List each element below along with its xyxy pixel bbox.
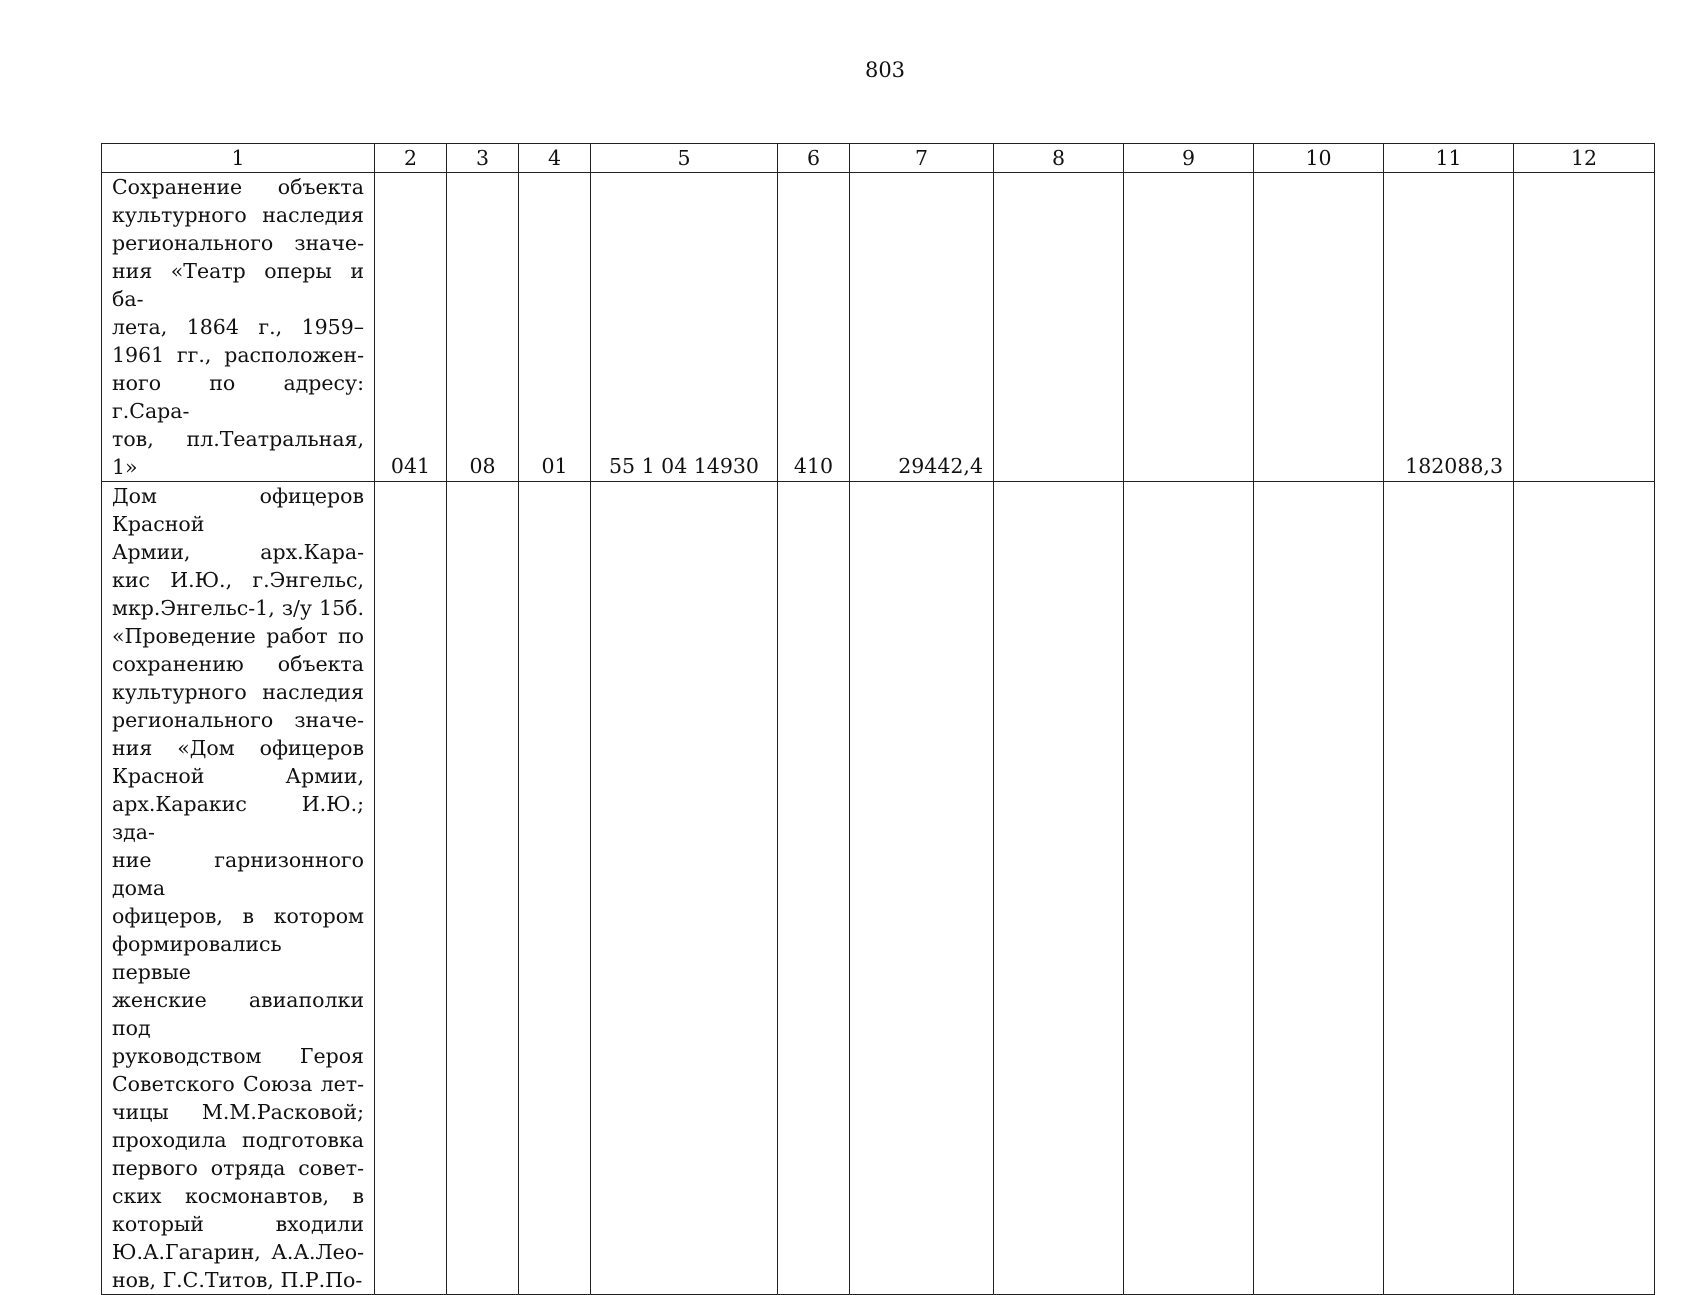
description-line: ния «Театр оперы и ба-	[112, 259, 364, 311]
column-header: 1	[102, 144, 375, 173]
description-line: проходила подготовка	[112, 1128, 364, 1152]
cell-col2	[375, 482, 447, 1295]
cell-col8	[994, 173, 1124, 482]
column-header: 9	[1124, 144, 1254, 173]
cell-col10	[1254, 482, 1384, 1295]
cell-col6: 410	[778, 173, 850, 482]
column-header: 4	[519, 144, 591, 173]
column-header: 10	[1254, 144, 1384, 173]
description-line: регионального значе-	[112, 231, 364, 255]
cell-col12	[1514, 482, 1655, 1295]
description-line: нов, Г.С.Титов, П.Р.По-	[112, 1268, 363, 1292]
cell-col2: 041	[375, 173, 447, 482]
description-line: формировались первые	[112, 932, 282, 984]
cell-col4: 01	[519, 173, 591, 482]
table-row	[102, 482, 1655, 1295]
description-line: культурного наследия	[112, 203, 364, 227]
description-line: Армии, арх.Кара-	[112, 540, 364, 564]
column-header: 11	[1384, 144, 1514, 173]
description-line: «Проведение работ по	[112, 624, 364, 648]
description-line: Советского Союза лет-	[112, 1072, 364, 1096]
column-header: 6	[778, 144, 850, 173]
cell-col10	[1254, 173, 1384, 482]
description-line: сохранению объекта	[112, 652, 364, 676]
row-description	[102, 482, 375, 1295]
cell-col5	[591, 482, 778, 1295]
cell-col8	[994, 482, 1124, 1295]
column-header: 12	[1514, 144, 1655, 173]
description-line: руководством Героя	[112, 1044, 364, 1068]
description-line: Сохранение объекта	[112, 175, 364, 199]
description-line: Дом офицеров Красной	[112, 484, 364, 536]
description-line: мкр.Энгельс-1, з/у 15б.	[112, 596, 364, 620]
description-line: чицы М.М.Расковой;	[112, 1100, 364, 1124]
description-line: культурного наследия	[112, 680, 364, 704]
cell-col3	[447, 482, 519, 1295]
cell-col4	[519, 482, 591, 1295]
table-row	[102, 173, 1655, 482]
column-header: 7	[850, 144, 994, 173]
description-line: лета, 1864 г., 1959–	[112, 315, 364, 339]
budget-table	[101, 143, 1655, 1295]
cell-col11	[1384, 482, 1514, 1295]
description-line: ния «Дом офицеров	[112, 736, 364, 760]
description-line: ских космонавтов, в	[112, 1184, 364, 1208]
column-header: 5	[591, 144, 778, 173]
description-line: офицеров, в котором	[112, 904, 364, 928]
column-header: 8	[994, 144, 1124, 173]
cell-col7: 29442,4	[850, 173, 994, 482]
cell-col3: 08	[447, 173, 519, 482]
page-number: 803	[864, 58, 906, 82]
description-line: регионального значе-	[112, 708, 364, 732]
description-line: Ю.А.Гагарин, А.А.Лео-	[112, 1240, 364, 1264]
description-line: ние гарнизонного дома	[112, 848, 364, 900]
cell-col12	[1514, 173, 1655, 482]
description-line: ного по адресу: г.Сара-	[112, 371, 364, 423]
cell-col9	[1124, 173, 1254, 482]
description-line: кис И.Ю., г.Энгельс,	[112, 568, 364, 592]
column-header: 3	[447, 144, 519, 173]
cell-col9	[1124, 482, 1254, 1295]
description-line: арх.Каракис И.Ю.; зда-	[112, 792, 364, 844]
description-line: Красной Армии,	[112, 764, 364, 788]
description-line: женские авиаполки под	[112, 988, 364, 1040]
cell-col7	[850, 482, 994, 1295]
cell-col11: 182088,3	[1384, 173, 1514, 482]
header-row	[102, 144, 1655, 173]
description-line: тов, пл.Театральная, 1»	[112, 427, 364, 479]
description-line: который входили	[112, 1212, 364, 1236]
description-line: первого отряда совет-	[112, 1156, 364, 1180]
row-description	[102, 173, 375, 482]
cell-col6	[778, 482, 850, 1295]
cell-col5: 55 1 04 14930	[591, 173, 778, 482]
column-header: 2	[375, 144, 447, 173]
description-line: 1961 гг., расположен-	[112, 343, 364, 367]
